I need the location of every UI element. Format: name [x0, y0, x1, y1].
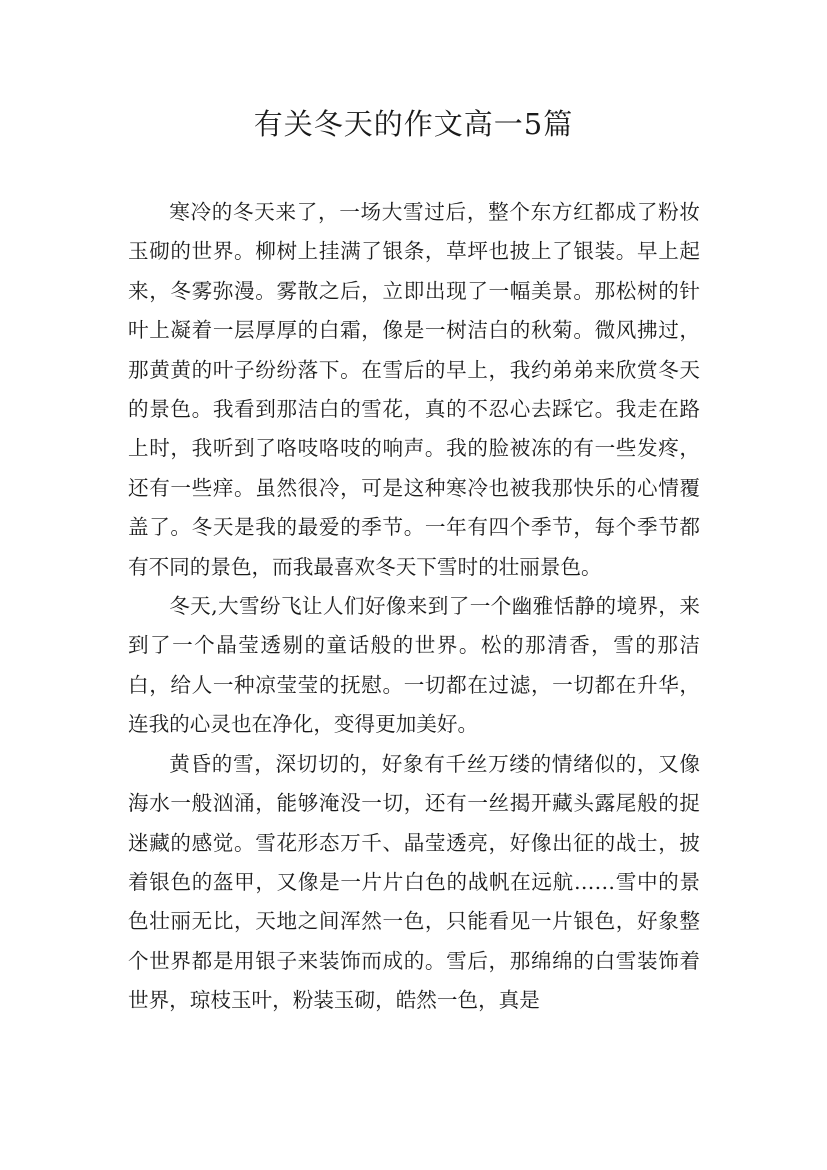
paragraph-2: 冬天,大雪纷飞让人们好像来到了一个幽雅恬静的境界，来到了一个晶莹透剔的童话般的世界。松的那清香，雪的那洁白，给人一种凉莹莹的抚慰。一切都在过滤，一切都在升华，连我的心灵也在净化，变得更加美好。 — [128, 594, 700, 737]
paragraph-3: 黄昏的雪，深切切的，好象有千丝万缕的情绪似的，又像海水一般汹涌，能够淹没一切，还有一丝揭开藏头露尾般的捉迷藏的感觉。雪花形态万千、晶莹透亮，好像出征的战士，披着银色的盔甲，又像是一片片白色的战帆在远航……雪中的景色壮丽无比，天地之间浑然一色，只能看见一片银色，好象整个世界都是用银子来装饰而成的。雪后，那绵绵的白雪装饰着世界，琼枝玉叶，粉装玉砌，皓然一色，真是 — [128, 751, 700, 1013]
document-title: 有关冬天的作文高一5篇 — [253, 107, 574, 141]
document-body — [128, 193, 700, 1021]
paragraph-1: 寒冷的冬天来了，一场大雪过后，整个东方红都成了粉妆玉砌的世界。柳树上挂满了银条，草坪也披上了银装。早上起来，冬雾弥漫。雾散之后，立即出现了一幅美景。那松树的针叶上凝着一层厚厚的白霜，像是一树洁白的秋菊。微风拂过，那黄黄的叶子纷纷落下。在雪后的早上，我约弟弟来欣赏冬天的景色。我看到那洁白的雪花，真的不忍心去踩它。我走在路上时，我听到了咯吱咯吱的响声。我的脸被冻的有一些发疼，还有一些痒。虽然很冷，可是这种寒冷也被我那快乐的心情覆盖了。冬天是我的最爱的季节。一年有四个季节，每个季节都有不同的景色，而我最喜欢冬天下雪时的壮丽景色。 — [128, 200, 700, 579]
